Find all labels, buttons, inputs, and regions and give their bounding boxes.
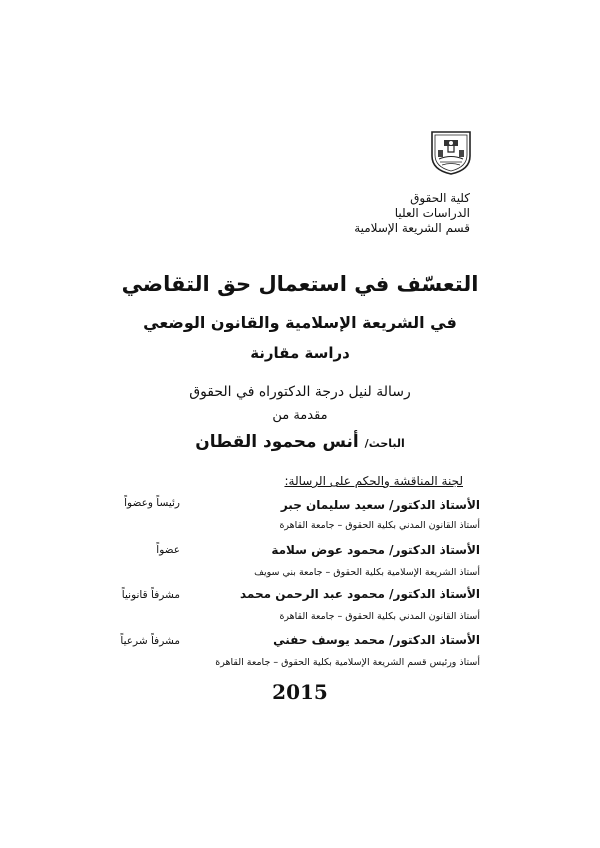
faculty-name: كلية الحقوق — [410, 191, 470, 205]
committee-member-role: رئيساً وعضواً — [124, 497, 180, 509]
year: 2015 — [272, 680, 328, 704]
committee-member-affiliation: أستاذ القانون المدني بكلية الحقوق – جامعة القاهرة — [279, 520, 480, 531]
university-logo — [426, 126, 476, 176]
presented-by: مقدمة من — [272, 408, 328, 423]
researcher-label: الباحث/ — [364, 437, 405, 450]
committee-member-affiliation: أستاذ ورئيس قسم الشريعة الإسلامية بكلية الحقوق – جامعة القاهرة — [215, 657, 480, 668]
thesis-title: التعسّف في استعمال حق التقاضي — [121, 272, 479, 296]
thesis-statement: رسالة لنيل درجة الدكتوراه في الحقوق — [189, 384, 411, 400]
researcher — [0, 432, 600, 452]
committee-member-name: الأستاذ الدكتور/ سعيد سليمان جبر — [280, 498, 480, 512]
committee-member-role: مشرفاً قانونياً — [121, 589, 180, 601]
committee-heading: لجنة المناقشة والحكم على الرسالة: — [284, 474, 463, 488]
committee-member-name: الأستاذ الدكتور/ محمد يوسف حفني — [273, 633, 480, 647]
department-name: قسم الشريعة الإسلامية — [354, 221, 470, 235]
study-type: دراسة مقارنة — [250, 344, 350, 362]
committee-member-affiliation: أستاذ القانون المدني بكلية الحقوق – جامعة القاهرة — [279, 611, 480, 622]
committee-member-role: مشرفاً شرعياً — [120, 635, 180, 647]
committee-member-name: الأستاذ الدكتور/ محمود عبد الرحمن محمد — [239, 587, 480, 601]
committee-member-affiliation: أستاذ الشريعة الإسلامية بكلية الحقوق – جامعة بني سويف — [254, 567, 480, 578]
graduate-studies: الدراسات العليا — [394, 206, 470, 220]
researcher-name: أنس محمود القطان — [195, 432, 359, 452]
committee-member-name: الأستاذ الدكتور/ محمود عوض سلامة — [271, 543, 480, 557]
committee-member-role: عضواً — [156, 544, 180, 556]
thesis-subtitle: في الشريعة الإسلامية والقانون الوضعي — [143, 313, 457, 332]
